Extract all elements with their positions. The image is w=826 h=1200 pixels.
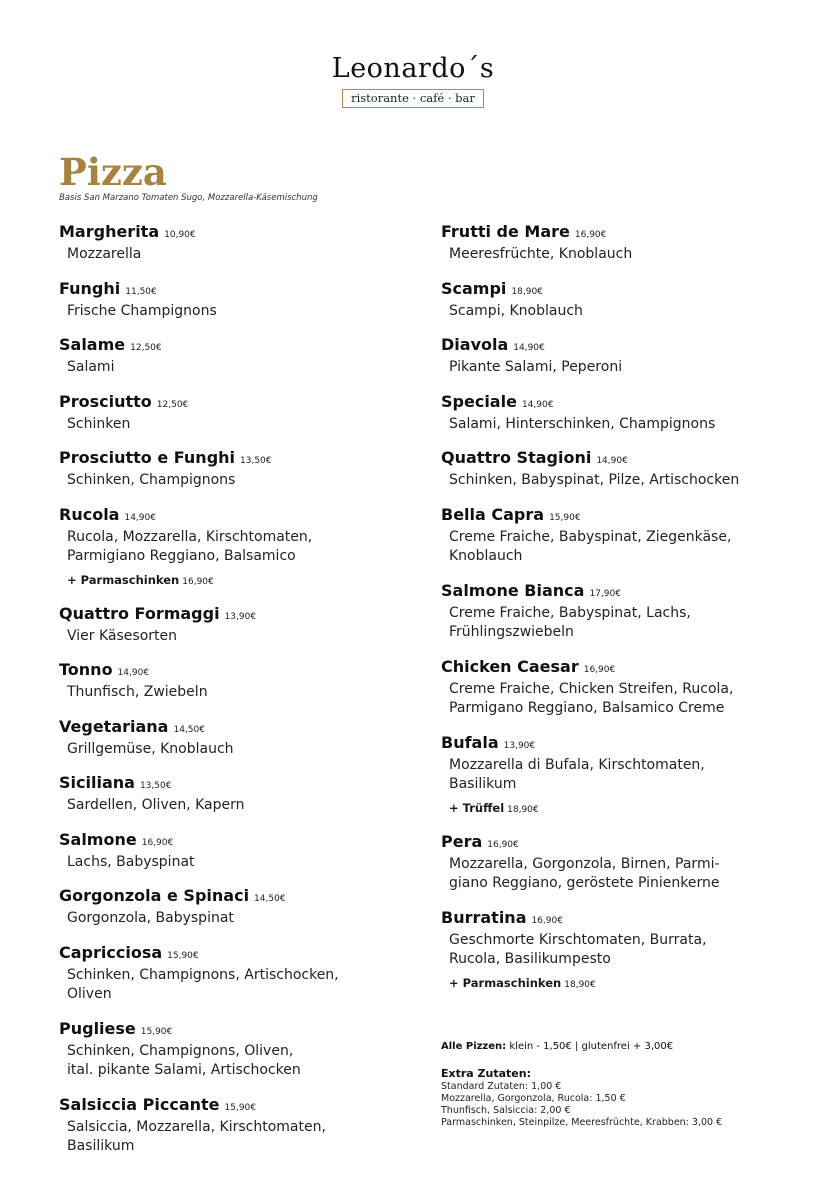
- pizza-name: Burratina: [441, 907, 527, 927]
- menu-item-header: [59, 660, 429, 683]
- menu-item-header: [59, 279, 429, 302]
- pizza-price: 12,50€: [156, 399, 189, 410]
- pizza-price: 14,90€: [596, 456, 628, 466]
- pizza-price: 14,90€: [513, 343, 545, 353]
- menu-item: [441, 335, 811, 378]
- pizza-name: Chicken Caesar: [441, 656, 579, 676]
- menu-item: [59, 773, 429, 816]
- menu-item: [59, 392, 429, 435]
- pizza-name: Tonno: [59, 660, 113, 679]
- pizza-price: 15,90€: [167, 950, 199, 961]
- menu-item: [441, 222, 811, 265]
- pizza-name: Quattro Stagioni: [441, 448, 592, 467]
- pizza-name: Rucola: [59, 504, 120, 524]
- menu-item-header: [441, 581, 811, 604]
- pizza-description: Creme Fraiche, Chicken Streifen, Rucola, Parmigano Reggiano, Balsamico Creme: [449, 680, 734, 716]
- all-pizzas-text: klein - 1,50€ | glutenfrei + 3,00€: [509, 1041, 674, 1052]
- menu-item-header: [441, 505, 811, 528]
- brand-header: [0, 52, 826, 108]
- menu-item-header: [59, 1095, 429, 1118]
- pizza-name: Margherita: [59, 222, 160, 241]
- pizza-description: Vier Käsesorten: [67, 627, 177, 644]
- pizza-name: Salame: [59, 335, 126, 354]
- pizza-price: 16,90€: [487, 839, 519, 850]
- extra-option-label: + Parmaschinken: [449, 975, 562, 990]
- menu-item-header: [441, 908, 811, 931]
- menu-item: [59, 660, 429, 703]
- pizza-description: Meeresfrüchte, Knoblauch: [449, 246, 633, 262]
- menu-column-left: [59, 222, 429, 1171]
- pizza-price: 14,90€: [124, 512, 156, 523]
- menu-item: [59, 717, 429, 760]
- pizza-description: Gorgonzola, Babyspinat: [67, 910, 234, 926]
- pizza-name: Funghi: [59, 278, 121, 298]
- menu-item: [59, 222, 429, 265]
- pizza-description: Creme Fraiche, Babyspinat, Lachs, Frühlingszwiebeln: [449, 604, 691, 640]
- pizza-description: Creme Fraiche, Babyspinat, Ziegenkäse, Knoblauch: [449, 528, 732, 564]
- menu-item-header: [59, 773, 429, 796]
- pizza-description: Scampi, Knoblauch: [449, 302, 583, 319]
- all-pizzas-note: [441, 1040, 801, 1054]
- pizza-name: Bufala: [441, 732, 499, 752]
- menu-item-header: [59, 448, 429, 471]
- menu-item: [441, 505, 811, 567]
- pizza-description: Sardellen, Oliven, Kapern: [67, 797, 245, 813]
- pizza-description: Rucola, Mozzarella, Kirschtomaten, Parmigiano Reggiano, Balsamico: [67, 528, 313, 564]
- menu-item: [59, 448, 429, 491]
- extra-ingredient-line: Standard Zutaten: 1,00 €: [441, 1081, 562, 1092]
- menu-item: [441, 279, 811, 322]
- menu-item: [59, 943, 429, 1005]
- menu-item: [59, 830, 429, 873]
- menu-item-header: [59, 943, 429, 966]
- pizza-description: Salami: [67, 359, 115, 375]
- pizza-name: Capricciosa: [59, 942, 163, 962]
- pizza-description: Grillgemüse, Knoblauch: [67, 740, 234, 757]
- pizza-price: 14,90€: [117, 668, 150, 678]
- pizza-price: 17,90€: [589, 588, 621, 599]
- extra-ingredients-title: Extra Zutaten:: [441, 1067, 531, 1080]
- menu-item-header: [441, 392, 811, 415]
- all-pizzas-label: Alle Pizzen:: [441, 1041, 507, 1052]
- pizza-price: 14,50€: [173, 724, 205, 735]
- menu-item-header: [441, 832, 811, 855]
- pizza-description: Schinken, Babyspinat, Pilze, Artischocken: [449, 472, 740, 488]
- pizza-price: 16,90€: [141, 837, 174, 848]
- pizza-extra-option: [441, 975, 811, 993]
- extra-ingredient-line: Thunfisch, Salsiccia: 2,00 €: [441, 1105, 571, 1116]
- menu-item-header: [441, 733, 811, 756]
- pizza-name: Vegetariana: [59, 716, 169, 736]
- pizza-name: Salmone: [59, 829, 137, 849]
- pizza-description: Schinken: [67, 415, 131, 432]
- pizza-name: Bella Capra: [441, 504, 545, 524]
- pizza-name: Salmone Bianca: [441, 580, 585, 600]
- pizza-price: 16,90€: [531, 915, 563, 926]
- pizza-price: 13,90€: [503, 740, 536, 751]
- extra-option-price: 18,90€: [564, 979, 596, 990]
- menu-item-header: [441, 448, 811, 471]
- pizza-price: 13,50€: [139, 781, 172, 791]
- menu-item-header: [59, 830, 429, 853]
- pizza-name: Salsiccia Piccante: [59, 1094, 220, 1114]
- pizza-name: Quattro Formaggi: [59, 603, 220, 623]
- menu-column-right: [441, 222, 811, 1007]
- pizza-description: Schinken, Champignons: [67, 472, 236, 488]
- menu-item-header: [59, 222, 429, 245]
- pizza-name: Pera: [441, 831, 483, 851]
- menu-item-header: [441, 279, 811, 302]
- pizza-price: 15,90€: [549, 512, 581, 523]
- pizza-price: 13,50€: [240, 456, 272, 466]
- pizza-name: Speciale: [441, 391, 517, 411]
- pizza-name: Frutti de Mare: [441, 222, 570, 241]
- pizza-name: Gorgonzola e Spinaci: [59, 886, 250, 905]
- menu-item: [441, 733, 811, 818]
- menu-item: [59, 335, 429, 378]
- menu-item: [59, 279, 429, 322]
- pizza-name: Siciliana: [59, 773, 135, 792]
- pizza-notes: [441, 1040, 801, 1129]
- extra-ingredients-list: [441, 1081, 801, 1129]
- menu-item-header: [59, 505, 429, 528]
- pizza-name: Prosciutto: [59, 391, 152, 411]
- pizza-name: Scampi: [441, 278, 507, 298]
- pizza-name: Prosciutto e Funghi: [59, 448, 236, 467]
- extra-option-label: + Trüffel: [449, 800, 505, 815]
- pizza-price: 14,50€: [254, 894, 286, 904]
- menu-item: [59, 505, 429, 590]
- menu-item: [441, 832, 811, 894]
- menu-item-header: [59, 392, 429, 415]
- menu-item: [59, 1095, 429, 1157]
- page-subtitle: Basis San Marzano Tomaten Sugo, Mozzarella-Käsemischung: [59, 193, 318, 203]
- menu-item: [441, 657, 811, 719]
- extra-option-label: + Parmaschinken: [67, 572, 180, 587]
- menu-item-header: [59, 604, 429, 627]
- menu-item-header: [441, 335, 811, 358]
- pizza-description: Geschmorte Kirschtomaten, Burrata, Rucola, Basilikumpesto: [449, 931, 707, 967]
- pizza-description: Mozzarella di Bufala, Kirschtomaten, Basilikum: [449, 756, 705, 792]
- menu-item-header: [59, 1019, 429, 1042]
- pizza-description: Mozzarella, Gorgonzola, Birnen, Parmi- giano Reggiano, geröstete Pinienkerne: [449, 855, 720, 891]
- pizza-price: 11,50€: [125, 286, 157, 297]
- pizza-description: Thunfisch, Zwiebeln: [67, 684, 208, 700]
- menu-item-header: [59, 717, 429, 740]
- pizza-description: Frische Champignons: [67, 302, 217, 319]
- pizza-description: Lachs, Babyspinat: [67, 853, 195, 870]
- pizza-price: 18,90€: [511, 286, 543, 297]
- pizza-description: Schinken, Champignons, Oliven, ital. pikante Salami, Artischocken: [67, 1042, 301, 1078]
- pizza-description: Mozzarella: [67, 246, 142, 262]
- pizza-price: 15,90€: [224, 1102, 256, 1113]
- pizza-price: 14,90€: [521, 399, 554, 410]
- brand-name: Leonardo´s: [331, 53, 495, 84]
- pizza-price: 15,90€: [140, 1026, 173, 1037]
- menu-item-header: [441, 657, 811, 680]
- pizza-name: Diavola: [441, 335, 509, 354]
- pizza-price: 16,90€: [574, 230, 607, 240]
- pizza-extra-option: [59, 572, 429, 590]
- pizza-description: Pikante Salami, Peperoni: [449, 359, 623, 375]
- pizza-price: 12,50€: [130, 343, 162, 353]
- menu-item-header: [441, 222, 811, 245]
- pizza-extra-option: [441, 800, 811, 818]
- brand-tagline: ristorante · café · bar: [342, 89, 484, 108]
- menu-item: [59, 604, 429, 647]
- pizza-price: 13,90€: [224, 611, 257, 622]
- extra-ingredient-line: Parmaschinken, Steinpilze, Meeresfrüchte, Krabben: 3,00 €: [441, 1117, 723, 1128]
- pizza-price: 16,90€: [583, 664, 616, 675]
- menu-item: [441, 448, 811, 491]
- extra-option-price: 18,90€: [507, 804, 539, 815]
- menu-item-header: [59, 335, 429, 358]
- pizza-description: Salsiccia, Mozzarella, Kirschtomaten, Basilikum: [67, 1118, 326, 1154]
- menu-item: [441, 908, 811, 993]
- menu-item: [441, 392, 811, 435]
- page-title: Pizza: [59, 150, 167, 194]
- extra-ingredient-line: Mozzarella, Gorgonzola, Rucola: 1,50 €: [441, 1093, 626, 1104]
- pizza-description: Salami, Hinterschinken, Champignons: [449, 415, 716, 432]
- menu-item: [441, 581, 811, 643]
- menu-item-header: [59, 886, 429, 909]
- pizza-description: Schinken, Champignons, Artischocken, Oliven: [67, 966, 339, 1002]
- menu-item: [59, 886, 429, 929]
- extra-option-price: 16,90€: [182, 576, 214, 587]
- pizza-price: 10,90€: [164, 230, 196, 240]
- menu-item: [59, 1019, 429, 1081]
- pizza-name: Pugliese: [59, 1018, 136, 1038]
